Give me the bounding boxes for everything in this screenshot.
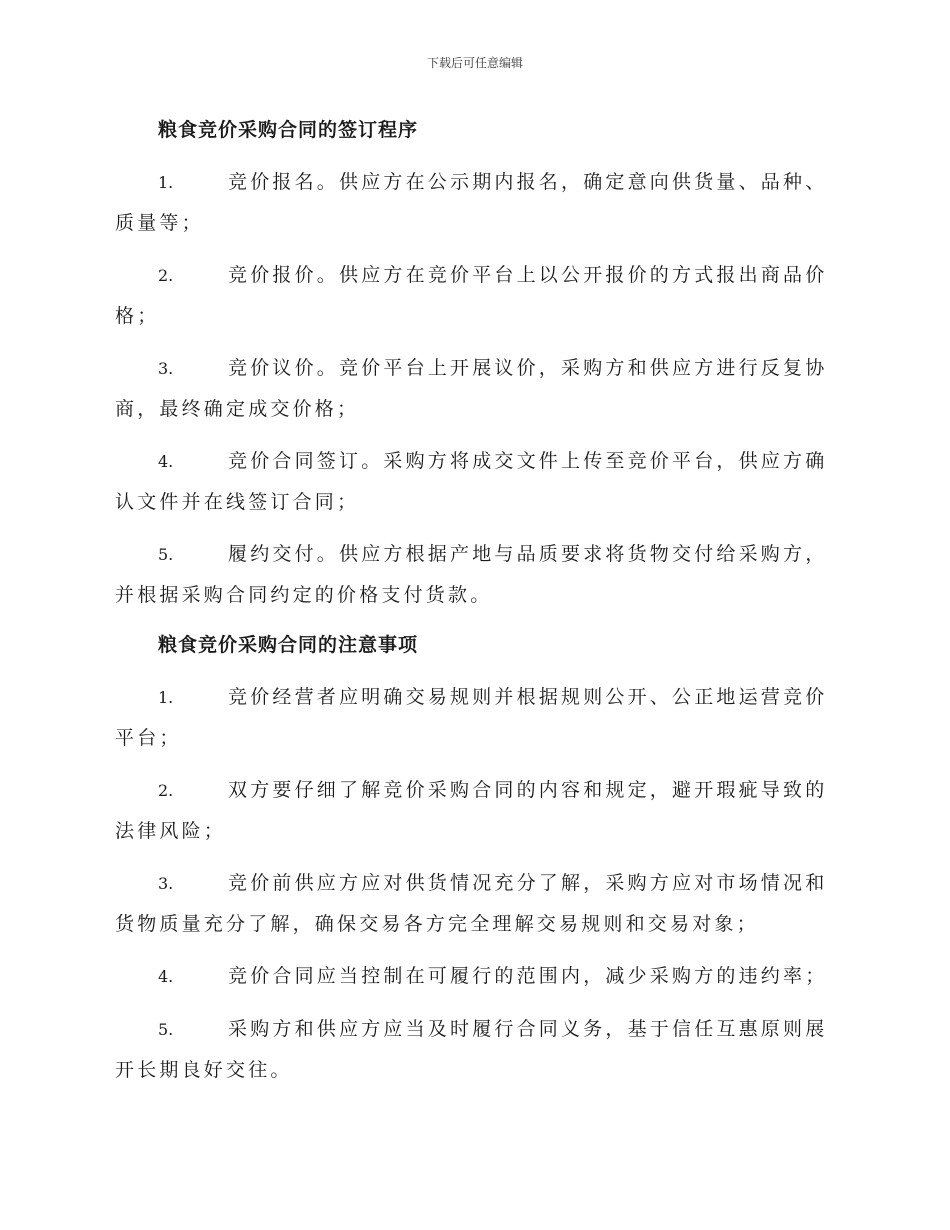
item-number: 2. (158, 266, 174, 285)
document-body (115, 110, 835, 1090)
list-item (115, 770, 835, 851)
list-item (115, 441, 835, 522)
list-item (115, 1009, 835, 1090)
item-text: 竞价经营者应明确交易规则并根据规则公开、公正地运营竞价平台； (115, 686, 828, 749)
item-text: 双方要仔细了解竞价采购合同的内容和规定，避开瑕疵导致的法律风险； (115, 779, 828, 842)
item-text: 履约交付。供应方根据产地与品质要求将货物交付给采购方，并根据采购合同约定的价格支付货款。 (115, 543, 828, 606)
page-header-note: 下载后可任意编辑 (426, 56, 523, 70)
list-item (115, 162, 835, 243)
section-title-signing: 粮食竞价采购合同的签订程序 (158, 119, 419, 141)
list-item (115, 863, 835, 944)
list-item (115, 956, 835, 997)
item-number: 5. (158, 545, 174, 564)
item-number: 1. (158, 173, 174, 192)
item-number: 4. (158, 452, 174, 471)
list-item (115, 348, 835, 429)
section-title-notes: 粮食竞价采购合同的注意事项 (158, 634, 419, 656)
item-text: 采购方和供应方应当及时履行合同义务，基于信任互惠原则展开长期良好交往。 (115, 1018, 828, 1081)
item-text: 竞价合同应当控制在可履行的范围内，减少采购方的违约率； (228, 965, 828, 987)
item-text: 竞价议价。竞价平台上开展议价，采购方和供应方进行反复协商，最终确定成交价格； (115, 357, 828, 420)
list-item (115, 534, 835, 615)
item-number: 2. (158, 781, 174, 800)
item-number: 3. (158, 874, 174, 893)
item-number: 3. (158, 359, 174, 378)
item-number: 5. (158, 1020, 174, 1039)
item-text: 竞价报名。供应方在公示期内报名，确定意向供货量、品种、质量等； (115, 171, 828, 234)
item-text: 竞价合同签订。采购方将成交文件上传至竞价平台，供应方确认文件并在线签订合同； (115, 450, 828, 513)
list-item (115, 677, 835, 758)
item-number: 4. (158, 967, 174, 986)
item-text: 竞价前供应方应对供货情况充分了解，采购方应对市场情况和货物质量充分了解，确保交易各方完全理解交易规则和交易对象； (115, 872, 828, 935)
item-number: 1. (158, 688, 174, 707)
item-text: 竞价报价。供应方在竞价平台上以公开报价的方式报出商品价格； (115, 264, 828, 327)
list-item (115, 255, 835, 336)
